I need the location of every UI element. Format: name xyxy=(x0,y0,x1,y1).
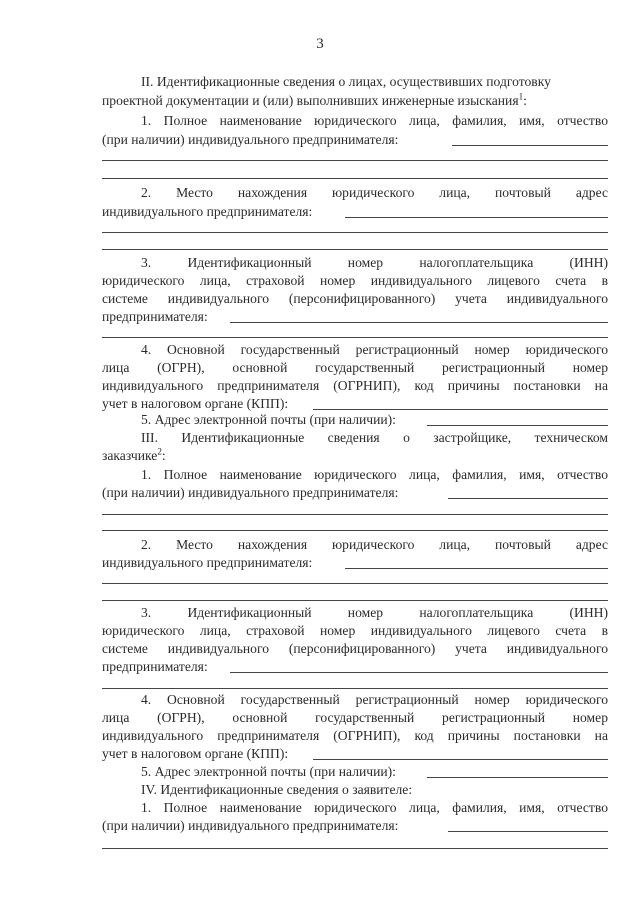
section2-heading-line1: II. Идентификационные сведения о лицах, осуществивших подготовку xyxy=(141,74,551,89)
section2-item3-field-line2[interactable] xyxy=(102,337,608,338)
section2-item1-field-line2[interactable] xyxy=(102,160,608,161)
footnote-marker-2: 2 xyxy=(157,446,162,457)
section3-item1-field[interactable] xyxy=(448,498,608,499)
section2-item3-line2: юридического лица, страховой номер индивидуального лицевого счета в xyxy=(102,273,608,288)
section3-heading-line2: заказчике$^2$: xyxy=(102,446,166,463)
section3-item2-line2: индивидуального предпринимателя: xyxy=(102,555,313,570)
section3-item2-line1: 2. Место нахождения юридического лица, почтовый адрес xyxy=(141,537,608,552)
section2-item4-line4: учет в налоговом органе (КПП): xyxy=(102,396,289,411)
section3-item4-line1: 4. Основной государственный регистрационный номер юридического xyxy=(141,692,608,707)
section4-heading: IV. Идентификационные сведения о заявителе: xyxy=(141,782,413,797)
section3-item4-line4: учет в налоговом органе (КПП): xyxy=(102,746,289,761)
footnote-marker-1: 1 xyxy=(518,91,524,102)
section3-item4-field[interactable] xyxy=(313,759,608,760)
section2-item3-line1: 3. Идентификационный номер налогоплательщика (ИНН) xyxy=(141,255,608,270)
section2-item1-field[interactable] xyxy=(452,145,608,146)
section3-item3-field-line2[interactable] xyxy=(102,688,608,689)
section3-item3-field[interactable] xyxy=(230,672,608,673)
section3-item5-field[interactable] xyxy=(427,777,608,778)
section4-item1-line2: (при наличии) индивидуального предпринимателя: xyxy=(102,818,399,833)
section4-item1-field-line2[interactable] xyxy=(102,848,608,849)
section3-item2-field-line3[interactable] xyxy=(102,600,608,601)
section2-item3-line4: предпринимателя: xyxy=(102,309,208,324)
section2-item4-line2: лица (ОГРН), основной государственный регистрационный номер xyxy=(102,360,608,375)
section2-item2-field-line2[interactable] xyxy=(102,232,608,233)
section3-item2-field-line2[interactable] xyxy=(102,583,608,584)
section2-item2-field[interactable] xyxy=(345,217,608,218)
section2-item1-line1: 1. Полное наименование юридического лица, фамилия, имя, отчество xyxy=(141,113,608,128)
section3-item3-line3: системе индивидуального (персонифицированного) учета индивидуального xyxy=(102,641,608,656)
section3-item3-line1: 3. Идентификационный номер налогоплательщика (ИНН) xyxy=(141,605,608,620)
section3-item3-line4: предпринимателя: xyxy=(102,659,208,674)
section2-item2-line1: 2. Место нахождения юридического лица, почтовый адрес xyxy=(141,185,608,200)
section3-item3-line2: юридического лица, страховой номер индивидуального лицевого счета в xyxy=(102,623,608,638)
section3-item4-line3: индивидуального предпринимателя (ОГРНИП), код причины постановки на xyxy=(102,728,608,743)
section2-item5-field[interactable] xyxy=(427,425,608,426)
section2-item4-field[interactable] xyxy=(313,409,608,410)
section2-item2-line2: индивидуального предпринимателя: xyxy=(102,204,313,219)
section3-item1-field-line3[interactable] xyxy=(102,530,608,531)
section2-item3-line3: системе индивидуального (персонифицированного) учета индивидуального xyxy=(102,291,608,306)
section4-item1-field[interactable] xyxy=(448,831,608,832)
section2-heading-line2: проектной документации и (или) выполнивших инженерные изыскания$^1$: xyxy=(102,91,527,108)
section3-item4-line2: лица (ОГРН), основной государственный регистрационный номер xyxy=(102,710,608,725)
section2-item1-field-line3[interactable] xyxy=(102,178,608,179)
section2-item4-line1: 4. Основной государственный регистрационный номер юридического xyxy=(141,342,608,357)
section2-item5: 5. Адрес электронной почты (при наличии): xyxy=(141,412,396,427)
section3-item1-field-line2[interactable] xyxy=(102,514,608,515)
section3-heading-line1: III. Идентификационные сведения о застройщике, техническом xyxy=(141,430,608,445)
section3-item1-line2: (при наличии) индивидуального предпринимателя: xyxy=(102,485,399,500)
section2-item4-line3: индивидуального предпринимателя (ОГРНИП), код причины постановки на xyxy=(102,378,608,393)
section4-item1-line1: 1. Полное наименование юридического лица, фамилия, имя, отчество xyxy=(141,800,608,815)
section2-item3-field[interactable] xyxy=(230,322,608,323)
section2-item1-line2: (при наличии) индивидуального предпринимателя: xyxy=(102,132,399,147)
section2-item2-field-line3[interactable] xyxy=(102,249,608,250)
section3-item1-line1: 1. Полное наименование юридического лица, фамилия, имя, отчество xyxy=(141,467,608,482)
section3-item5: 5. Адрес электронной почты (при наличии): xyxy=(141,764,396,779)
page-number: 3 xyxy=(316,36,324,52)
section3-item2-field[interactable] xyxy=(345,568,608,569)
